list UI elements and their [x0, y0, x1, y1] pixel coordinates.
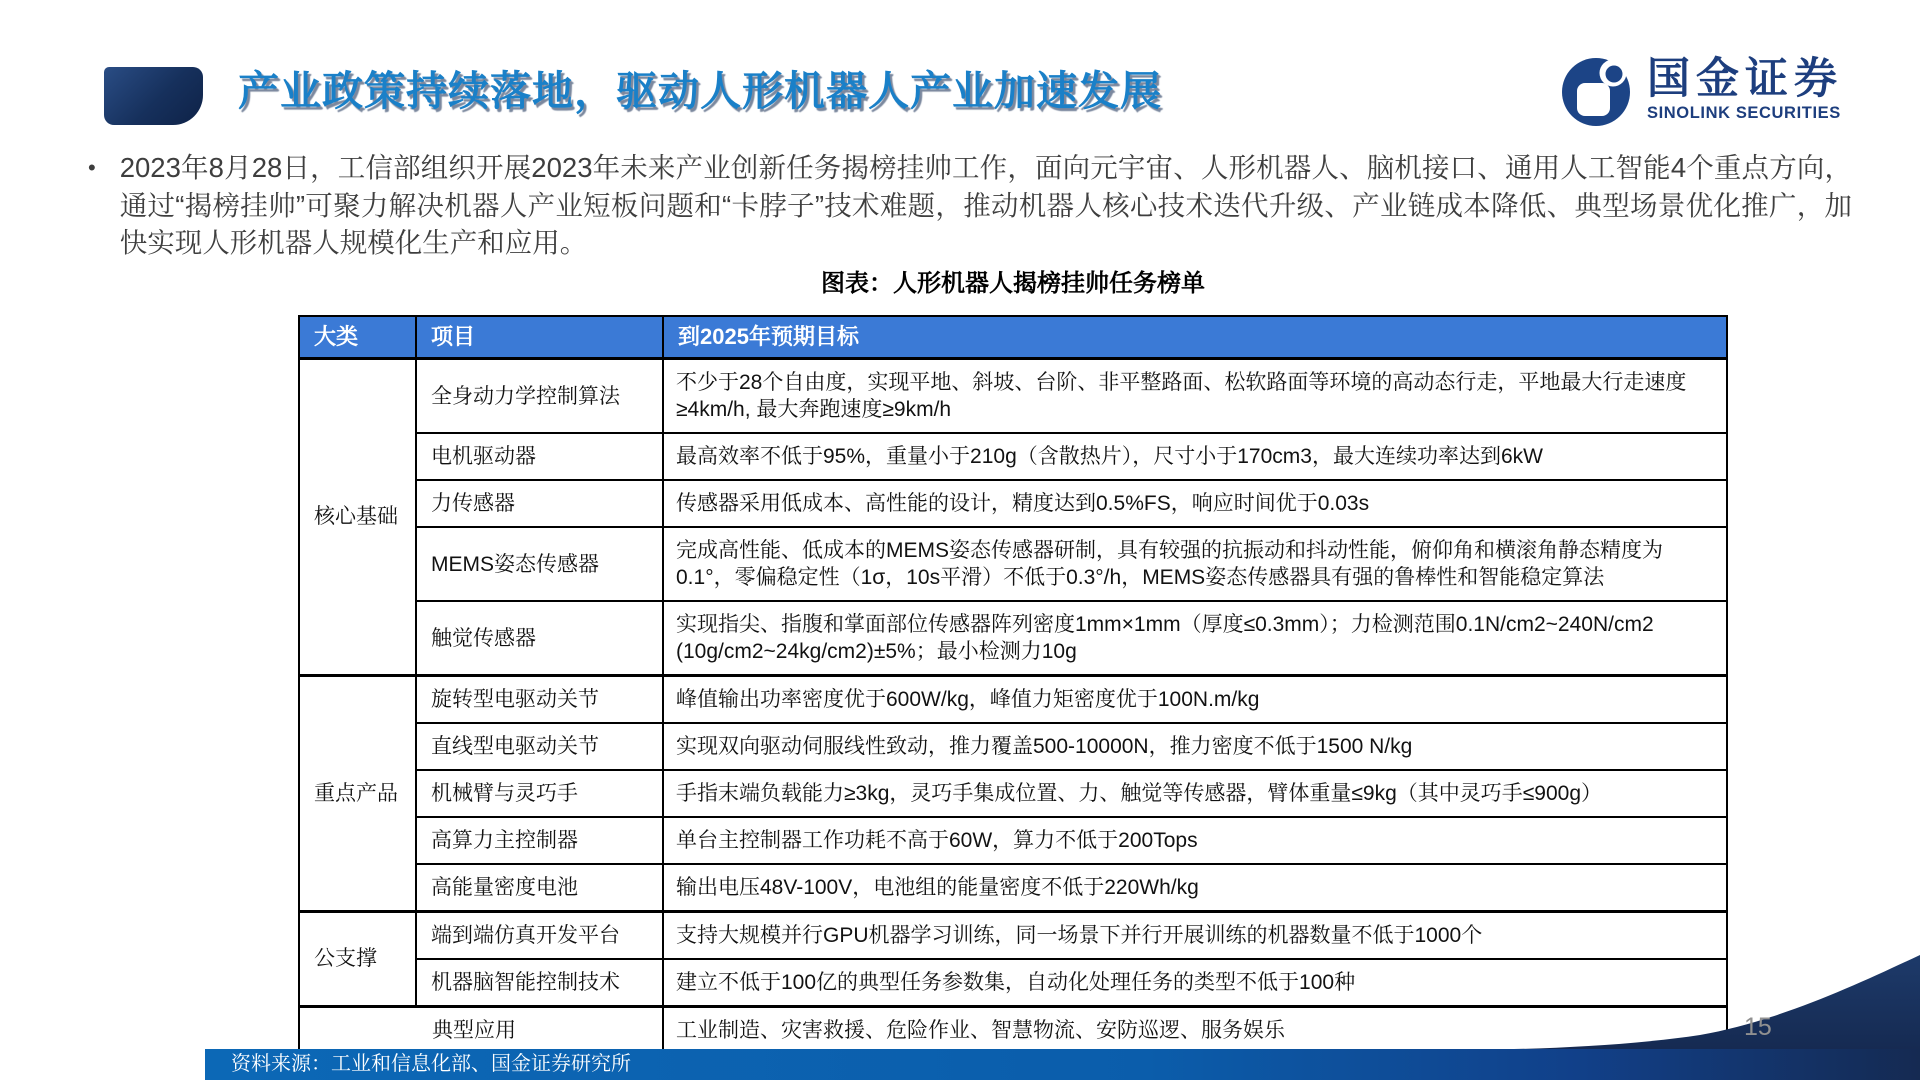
logo-name-cn: 国金证券 — [1647, 55, 1843, 103]
table-row — [299, 912, 1727, 960]
table-caption: 图表：人形机器人揭榜挂帅任务榜单 — [821, 270, 1205, 297]
item-cell: MEMS姿态传感器 — [416, 527, 663, 601]
intro-bullet-text: 2023年8月28日，工信部组织开展2023年未来产业创新任务揭榜挂帅工作，面向元宇宙、人形机器人、脑机接口、通用人工智能4个重点方向，通过“揭榜挂帅”可聚力解决机器人产业短板问题和“卡脖子”技术难题，推动机器人核心技术迭代升级、产业链成本降低、典型场景优化推广，加快实现人形机器人规模化生产和应用。 — [119, 152, 1852, 258]
target-cell: 不少于28个自由度，实现平地、斜坡、台阶、非平整路面、松软路面等环境的高动态行走，平地最大行走速度≥4km/h, 最大奔跑速度≥9km/h — [663, 359, 1727, 434]
target-cell: 工业制造、灾害救援、危险作业、智慧物流、安防巡逻、服务娱乐 — [663, 1007, 1727, 1055]
title-accent-block — [104, 67, 203, 125]
target-cell: 单台主控制器工作功耗不高于60W，算力不低于200Tops — [663, 817, 1727, 864]
source-text: 资料来源：工业和信息化部、国金证券研究所 — [231, 1053, 631, 1075]
item-cell: 电机驱动器 — [416, 433, 663, 480]
table-row — [299, 359, 1727, 434]
table-row — [299, 770, 1727, 817]
item-cell: 机械臂与灵巧手 — [416, 770, 663, 817]
table-row — [299, 864, 1727, 912]
target-cell: 峰值输出功率密度优于600W/kg，峰值力矩密度优于100N.m/kg — [663, 676, 1727, 724]
table-header-row — [299, 316, 1727, 359]
table-body — [299, 359, 1727, 1055]
target-cell: 建立不低于100亿的典型任务参数集，自动化处理任务的类型不低于100种 — [663, 959, 1727, 1007]
logo-name-en: SINOLINK SECURITIES — [1647, 104, 1841, 122]
target-cell: 手指末端负载能力≥3kg，灵巧手集成位置、力、触觉等传感器，臂体重量≤9kg（其中灵巧手≤900g） — [663, 770, 1727, 817]
target-cell: 输出电压48V-100V，电池组的能量密度不低于220Wh/kg — [663, 864, 1727, 912]
table-row — [299, 817, 1727, 864]
table-row — [299, 433, 1727, 480]
table-row — [299, 601, 1727, 676]
table-row — [299, 676, 1727, 724]
item-cell: 触觉传感器 — [416, 601, 663, 676]
page-title: 产业政策持续落地，驱动人形机器人产业加速发展 — [238, 68, 1162, 114]
item-cell: 高算力主控制器 — [416, 817, 663, 864]
table-header-row — [299, 316, 1727, 359]
task-table — [298, 315, 1728, 1055]
bullet-dot: • — [88, 155, 96, 180]
target-cell: 最高效率不低于95%，重量小于210g（含散热片），尺寸小于170cm3，最大连续功率达到6kW — [663, 433, 1727, 480]
item-cell: 机器脑智能控制技术 — [416, 959, 663, 1007]
item-cell: 全身动力学控制算法 — [416, 359, 663, 434]
column-header: 项目 — [416, 316, 663, 359]
category-cell: 公支撑 — [299, 912, 416, 1007]
target-cell: 实现指尖、指腹和掌面部位传感器阵列密度1mm×1mm（厚度≤0.3mm）；力检测范围0.1N/cm2~240N/cm2 (10g/cm2~24kg/cm2)±5%；最小检测力10g — [663, 601, 1727, 676]
sinolink-logo-text — [1647, 56, 1843, 123]
intro-bullet — [88, 149, 1852, 262]
page-number: 15 — [1744, 1013, 1772, 1041]
sinolink-logo-icon — [1560, 56, 1632, 133]
category-cell: 重点产品 — [299, 676, 416, 912]
target-cell: 实现双向驱动伺服线性致动，推力覆盖500-10000N，推力密度不低于1500 N/kg — [663, 723, 1727, 770]
item-cell: 高能量密度电池 — [416, 864, 663, 912]
table-row — [299, 527, 1727, 601]
item-cell: 直线型电驱动关节 — [416, 723, 663, 770]
item-cell: 端到端仿真开发平台 — [416, 912, 663, 960]
target-cell: 支持大规模并行GPU机器学习训练，同一场景下并行开展训练的机器数量不低于1000个 — [663, 912, 1727, 960]
column-header: 大类 — [299, 316, 416, 359]
item-cell: 典型应用 — [299, 1007, 663, 1055]
item-cell: 旋转型电驱动关节 — [416, 676, 663, 724]
column-header: 到2025年预期目标 — [663, 316, 1727, 359]
category-cell: 核心基础 — [299, 359, 416, 676]
source-bar — [205, 1049, 1920, 1080]
target-cell: 完成高性能、低成本的MEMS姿态传感器研制，具有较强的抗振动和抖动性能，俯仰角和横滚角静态精度为0.1°，零偏稳定性（1σ，10s平滑）不低于0.3°/h，MEMS姿态传感器具有强的鲁棒性和智能稳定算法 — [663, 527, 1727, 601]
target-cell: 传感器采用低成本、高性能的设计，精度达到0.5%FS，响应时间优于0.03s — [663, 480, 1727, 527]
table-row — [299, 723, 1727, 770]
sinolink-logo — [1560, 56, 1843, 133]
table-row — [299, 480, 1727, 527]
item-cell: 力传感器 — [416, 480, 663, 527]
